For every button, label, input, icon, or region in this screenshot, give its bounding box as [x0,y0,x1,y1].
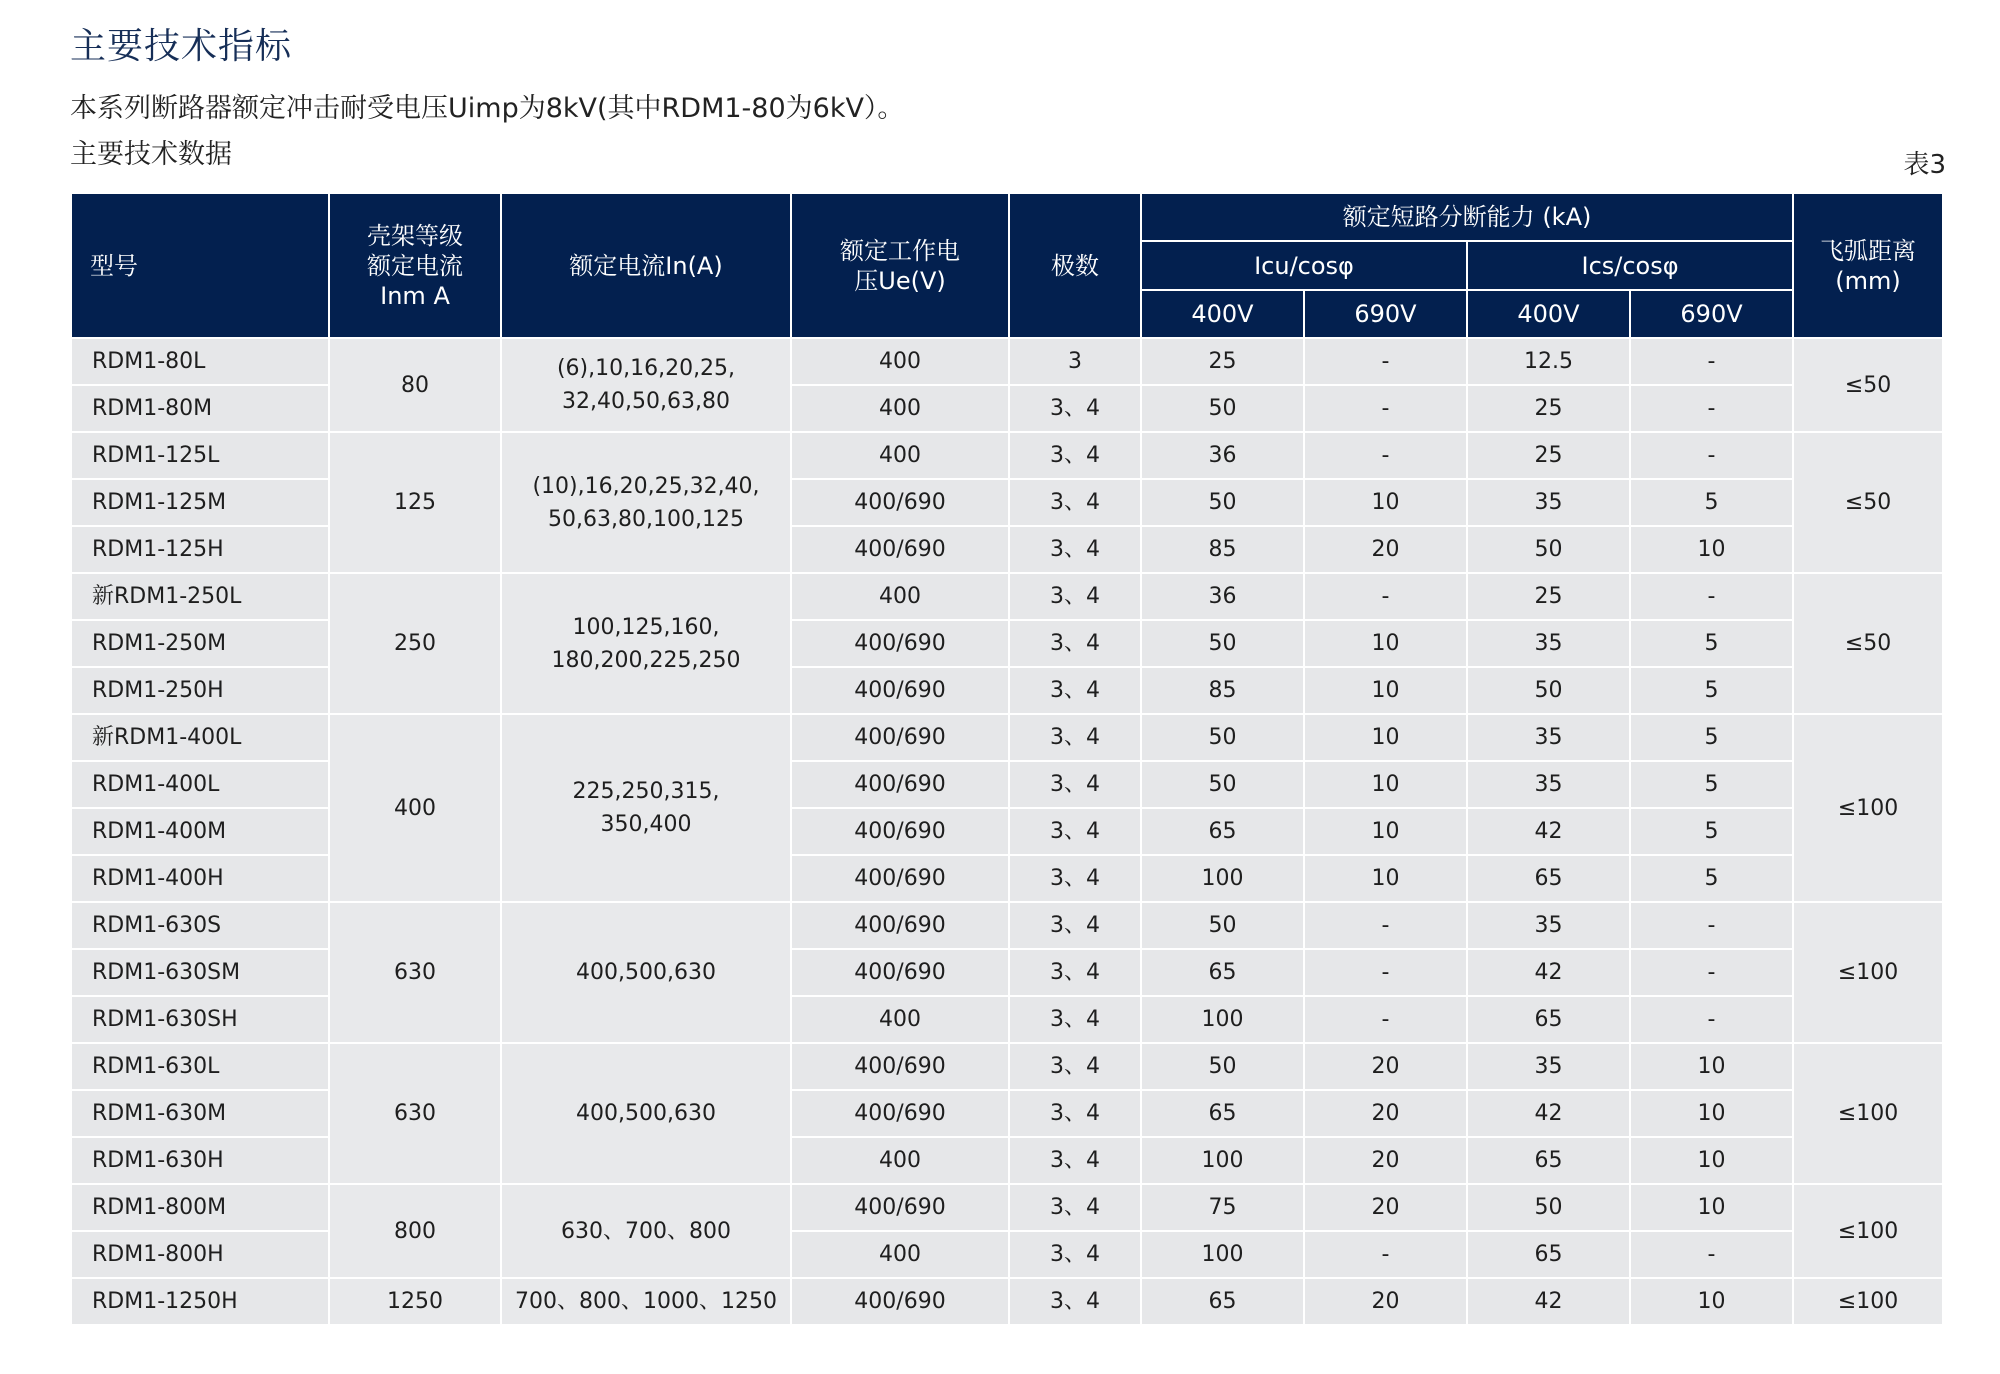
cell-poles: 3、4 [1009,902,1141,949]
cell-voltage: 400 [791,996,1009,1043]
cell-poles: 3、4 [1009,1090,1141,1137]
cell-icu-400v: 50 [1141,1043,1304,1090]
cell-voltage: 400/690 [791,1090,1009,1137]
cell-arc-distance: ≤100 [1793,1278,1943,1325]
cell-voltage: 400/690 [791,855,1009,902]
cell-voltage: 400/690 [791,620,1009,667]
cell-model: 新RDM1-400L [71,714,329,761]
cell-model: RDM1-400M [71,808,329,855]
cell-poles: 3、4 [1009,949,1141,996]
cell-voltage: 400 [791,432,1009,479]
cell-icu-690v: 10 [1304,714,1467,761]
cell-icu-400v: 65 [1141,808,1304,855]
cell-model: RDM1-250M [71,620,329,667]
table-row [71,902,1943,949]
cell-poles: 3、4 [1009,855,1141,902]
cell-ics-690v: 5 [1630,479,1793,526]
cell-model: RDM1-630SM [71,949,329,996]
cell-poles: 3、4 [1009,432,1141,479]
cell-frame-current: 800 [329,1184,501,1278]
cell-icu-400v: 50 [1141,385,1304,432]
cell-ics-400v: 35 [1467,714,1630,761]
cell-poles: 3 [1009,338,1141,385]
cell-ics-400v: 35 [1467,479,1630,526]
cell-ics-690v: - [1630,949,1793,996]
cell-ics-690v: - [1630,573,1793,620]
cell-ics-400v: 50 [1467,667,1630,714]
cell-frame-current: 1250 [329,1278,501,1325]
cell-ics-690v: 5 [1630,855,1793,902]
cell-ics-690v: 5 [1630,620,1793,667]
header-ics: Ics/cosφ [1467,241,1793,290]
header-rated-current: 额定电流In(A) [501,193,791,338]
cell-icu-400v: 65 [1141,949,1304,996]
table-number: 表3 [1903,150,1946,180]
cell-icu-400v: 50 [1141,620,1304,667]
header-voltage-text: 额定工作电压Ue(V) [840,236,960,295]
cell-icu-690v: - [1304,573,1467,620]
cell-model: RDM1-250H [71,667,329,714]
cell-icu-690v: - [1304,902,1467,949]
cell-ics-690v: 5 [1630,714,1793,761]
cell-arc-distance: ≤50 [1793,338,1943,432]
cell-arc-distance: ≤100 [1793,1043,1943,1184]
cell-voltage: 400/690 [791,949,1009,996]
cell-frame-current: 400 [329,714,501,902]
cell-ics-400v: 12.5 [1467,338,1630,385]
cell-voltage: 400/690 [791,1184,1009,1231]
cell-poles: 3、4 [1009,996,1141,1043]
cell-ics-690v: 10 [1630,1278,1793,1325]
header-icu-690v: 690V [1304,290,1467,338]
cell-icu-400v: 36 [1141,432,1304,479]
cell-model: RDM1-125H [71,526,329,573]
cell-voltage: 400/690 [791,1278,1009,1325]
cell-icu-400v: 85 [1141,667,1304,714]
header-voltage [791,193,1009,338]
cell-poles: 3、4 [1009,1278,1141,1325]
page-title: 主要技术指标 [70,26,293,67]
cell-voltage: 400 [791,338,1009,385]
cell-ics-400v: 42 [1467,1278,1630,1325]
cell-ics-400v: 35 [1467,902,1630,949]
cell-icu-400v: 100 [1141,855,1304,902]
cell-model: RDM1-800H [71,1231,329,1278]
cell-icu-690v: 10 [1304,620,1467,667]
cell-icu-400v: 50 [1141,714,1304,761]
cell-rated-current: 400,500,630 [501,902,791,1043]
cell-arc-distance: ≤100 [1793,714,1943,902]
cell-icu-400v: 100 [1141,1231,1304,1278]
cell-ics-400v: 42 [1467,949,1630,996]
cell-ics-690v: 5 [1630,761,1793,808]
cell-poles: 3、4 [1009,714,1141,761]
cell-rated-current: (6),10,16,20,25, 32,40,50,63,80 [501,338,791,432]
header-frame-current-text: 壳架等级额定电流Inm A [367,221,463,310]
cell-ics-400v: 65 [1467,996,1630,1043]
cell-model: RDM1-80M [71,385,329,432]
table-body [71,338,1943,1325]
cell-model: RDM1-400L [71,761,329,808]
cell-voltage: 400/690 [791,808,1009,855]
cell-frame-current: 125 [329,432,501,573]
header-breaking-capacity: 额定短路分断能力 (kA) [1141,193,1793,241]
cell-ics-690v: - [1630,385,1793,432]
cell-rated-current: 100,125,160, 180,200,225,250 [501,573,791,714]
cell-ics-690v: 5 [1630,667,1793,714]
cell-poles: 3、4 [1009,385,1141,432]
cell-icu-690v: - [1304,432,1467,479]
cell-model: RDM1-630SH [71,996,329,1043]
cell-ics-690v: 10 [1630,526,1793,573]
cell-rated-current: (10),16,20,25,32,40, 50,63,80,100,125 [501,432,791,573]
cell-icu-690v: 10 [1304,808,1467,855]
cell-icu-400v: 65 [1141,1090,1304,1137]
header-arc-distance [1793,193,1943,338]
cell-model: 新RDM1-250L [71,573,329,620]
cell-ics-690v: 10 [1630,1043,1793,1090]
cell-voltage: 400/690 [791,526,1009,573]
cell-poles: 3、4 [1009,1184,1141,1231]
cell-icu-690v: 20 [1304,1278,1467,1325]
cell-ics-690v: - [1630,432,1793,479]
cell-ics-400v: 25 [1467,573,1630,620]
cell-ics-690v: - [1630,1231,1793,1278]
cell-voltage: 400 [791,1137,1009,1184]
cell-model: RDM1-125M [71,479,329,526]
cell-frame-current: 250 [329,573,501,714]
cell-voltage: 400/690 [791,667,1009,714]
cell-icu-400v: 50 [1141,902,1304,949]
table-row [71,1184,1943,1231]
cell-rated-current: 630、700、800 [501,1184,791,1278]
cell-ics-690v: 5 [1630,808,1793,855]
cell-ics-400v: 25 [1467,432,1630,479]
cell-model: RDM1-630S [71,902,329,949]
cell-ics-400v: 65 [1467,1231,1630,1278]
cell-icu-690v: 10 [1304,479,1467,526]
cell-poles: 3、4 [1009,526,1141,573]
cell-ics-690v: 10 [1630,1137,1793,1184]
cell-icu-690v: - [1304,1231,1467,1278]
header-poles: 极数 [1009,193,1141,338]
cell-frame-current: 630 [329,902,501,1043]
cell-ics-690v: - [1630,338,1793,385]
cell-arc-distance: ≤100 [1793,1184,1943,1278]
cell-icu-690v: 10 [1304,667,1467,714]
cell-ics-400v: 35 [1467,761,1630,808]
cell-voltage: 400/690 [791,1043,1009,1090]
cell-model: RDM1-630L [71,1043,329,1090]
table-row [71,338,1943,385]
section-subtitle: 主要技术数据 [70,139,232,170]
cell-voltage: 400/690 [791,902,1009,949]
cell-frame-current: 80 [329,338,501,432]
cell-ics-690v: - [1630,996,1793,1043]
cell-ics-400v: 50 [1467,526,1630,573]
description-text: 本系列断路器额定冲击耐受电压Uimp为8kV(其中RDM1-80为6kV）。 [70,93,905,124]
cell-ics-400v: 65 [1467,1137,1630,1184]
cell-model: RDM1-125L [71,432,329,479]
cell-model: RDM1-800M [71,1184,329,1231]
cell-icu-690v: 20 [1304,526,1467,573]
cell-poles: 3、4 [1009,1231,1141,1278]
cell-icu-400v: 36 [1141,573,1304,620]
header-arc-distance-text: 飞弧距离(mm) [1820,236,1917,295]
cell-icu-400v: 85 [1141,526,1304,573]
cell-icu-400v: 65 [1141,1278,1304,1325]
cell-poles: 3、4 [1009,761,1141,808]
cell-arc-distance: ≤100 [1793,902,1943,1043]
cell-icu-690v: 20 [1304,1090,1467,1137]
cell-icu-400v: 100 [1141,996,1304,1043]
cell-poles: 3、4 [1009,573,1141,620]
cell-ics-400v: 35 [1467,1043,1630,1090]
cell-icu-690v: 10 [1304,761,1467,808]
cell-poles: 3、4 [1009,479,1141,526]
cell-icu-690v: - [1304,996,1467,1043]
cell-icu-690v: 20 [1304,1137,1467,1184]
cell-ics-690v: 10 [1630,1184,1793,1231]
cell-arc-distance: ≤50 [1793,432,1943,573]
header-ics-400v: 400V [1467,290,1630,338]
cell-ics-400v: 25 [1467,385,1630,432]
cell-poles: 3、4 [1009,1137,1141,1184]
cell-model: RDM1-80L [71,338,329,385]
cell-icu-400v: 50 [1141,479,1304,526]
cell-voltage: 400 [791,1231,1009,1278]
table-row [71,1278,1943,1325]
spec-table [70,192,1944,1326]
cell-icu-400v: 50 [1141,761,1304,808]
cell-ics-400v: 42 [1467,1090,1630,1137]
table-row [71,1043,1943,1090]
cell-model: RDM1-630M [71,1090,329,1137]
cell-voltage: 400/690 [791,761,1009,808]
cell-arc-distance: ≤50 [1793,573,1943,714]
cell-ics-400v: 65 [1467,855,1630,902]
cell-icu-400v: 100 [1141,1137,1304,1184]
cell-poles: 3、4 [1009,1043,1141,1090]
cell-ics-400v: 42 [1467,808,1630,855]
cell-model: RDM1-1250H [71,1278,329,1325]
cell-icu-690v: - [1304,338,1467,385]
cell-icu-400v: 25 [1141,338,1304,385]
cell-model: RDM1-630H [71,1137,329,1184]
cell-icu-690v: 20 [1304,1043,1467,1090]
cell-icu-400v: 75 [1141,1184,1304,1231]
cell-poles: 3、4 [1009,808,1141,855]
header-icu: Icu/cosφ [1141,241,1467,290]
header-ics-690v: 690V [1630,290,1793,338]
cell-icu-690v: - [1304,949,1467,996]
cell-voltage: 400/690 [791,714,1009,761]
cell-ics-690v: - [1630,902,1793,949]
table-row [71,573,1943,620]
cell-voltage: 400 [791,385,1009,432]
table-row [71,714,1943,761]
cell-rated-current: 700、800、1000、1250 [501,1278,791,1325]
cell-frame-current: 630 [329,1043,501,1184]
table-row [71,432,1943,479]
cell-icu-690v: 20 [1304,1184,1467,1231]
cell-voltage: 400/690 [791,479,1009,526]
cell-icu-690v: 10 [1304,855,1467,902]
cell-ics-400v: 35 [1467,620,1630,667]
cell-poles: 3、4 [1009,667,1141,714]
header-frame-current [329,193,501,338]
cell-ics-400v: 50 [1467,1184,1630,1231]
cell-rated-current: 225,250,315, 350,400 [501,714,791,902]
header-icu-400v: 400V [1141,290,1304,338]
cell-icu-690v: - [1304,385,1467,432]
cell-poles: 3、4 [1009,620,1141,667]
cell-voltage: 400 [791,573,1009,620]
cell-ics-690v: 10 [1630,1090,1793,1137]
cell-model: RDM1-400H [71,855,329,902]
cell-rated-current: 400,500,630 [501,1043,791,1184]
header-model: 型号 [71,193,329,338]
